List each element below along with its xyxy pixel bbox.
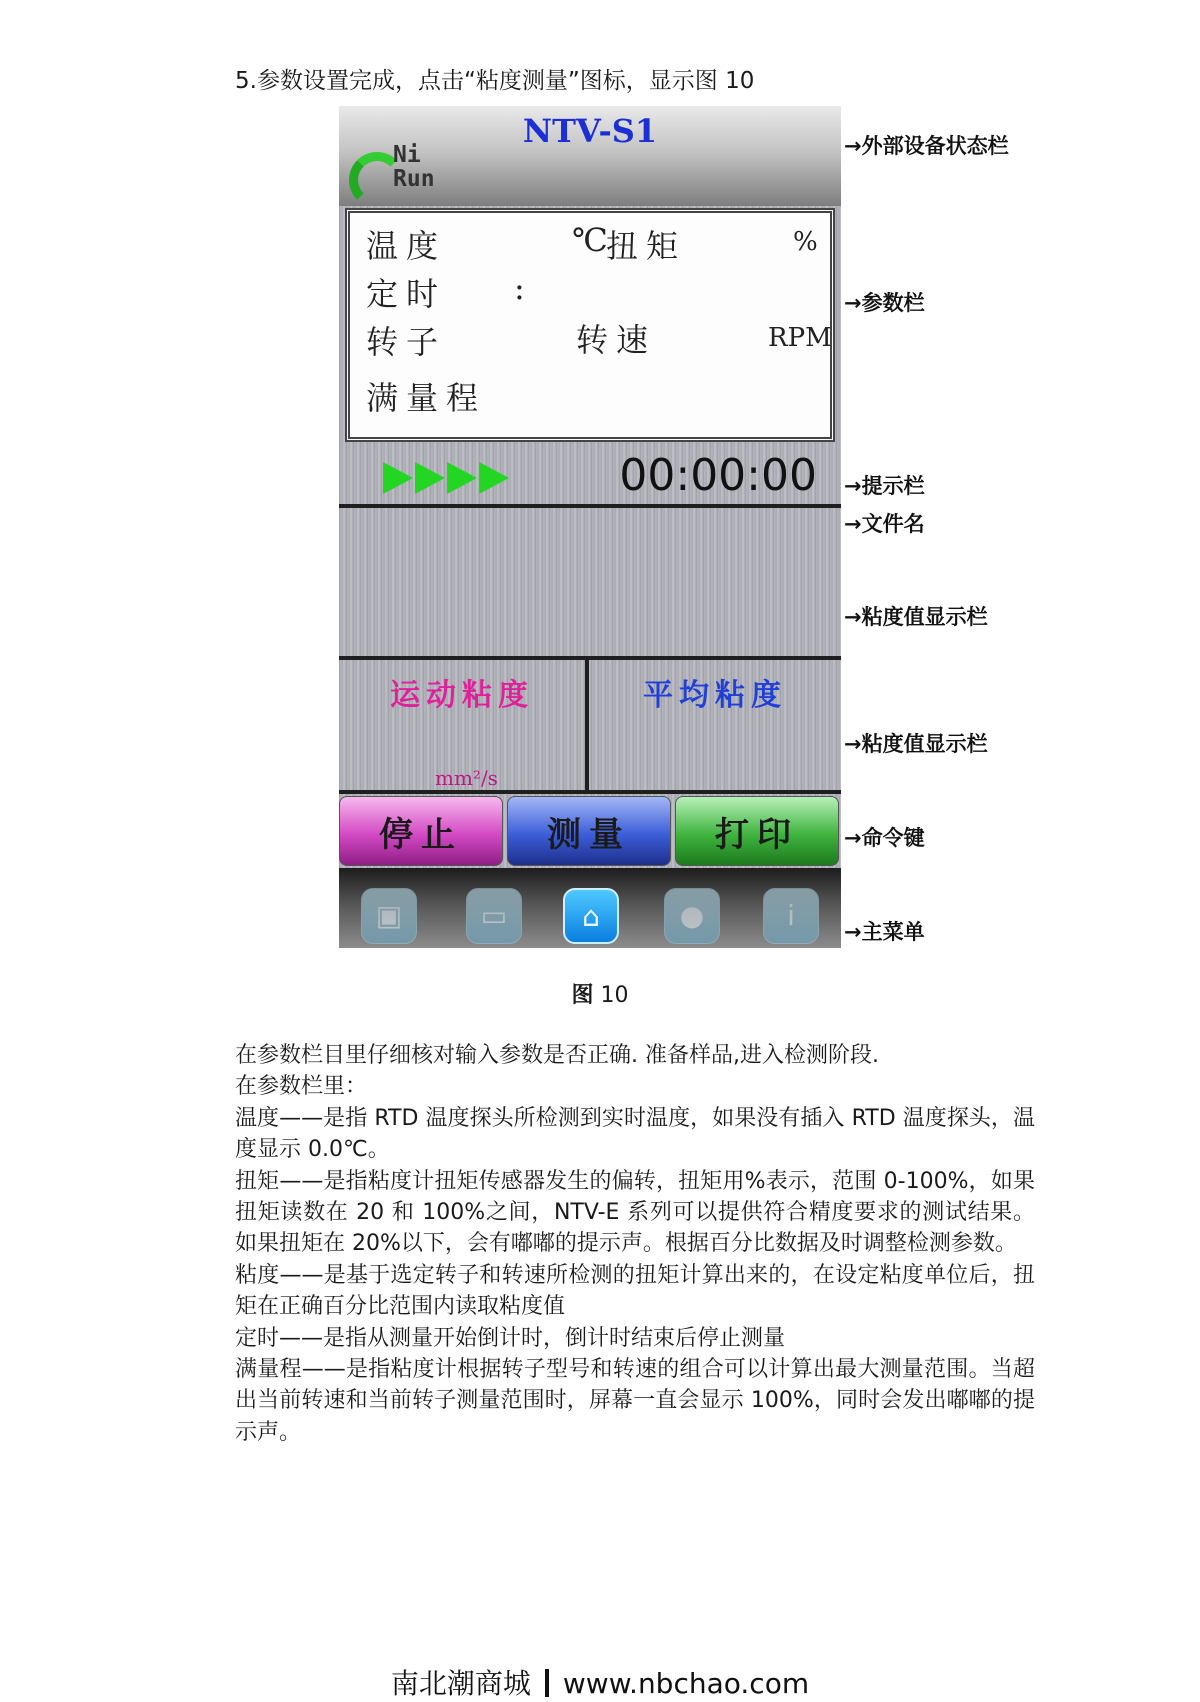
label-viscosity-display-2: →粘度值显示栏 bbox=[844, 732, 988, 756]
label-main-menu: →主菜单 bbox=[844, 920, 925, 944]
param-torque-unit: % bbox=[793, 227, 818, 257]
footer-site-name: 南北潮商城 bbox=[390, 1667, 531, 1700]
paragraph: 在参数栏目里仔细核对输入参数是否正确. 准备样品,进入检测阶段. bbox=[235, 1043, 879, 1068]
external-status-bar bbox=[339, 106, 841, 206]
menu-globe-icon[interactable]: ● bbox=[664, 888, 720, 944]
average-viscosity-cell bbox=[589, 660, 841, 794]
label-hint-bar: →提示栏 bbox=[844, 474, 925, 498]
footer-divider bbox=[545, 1669, 549, 1697]
kinematic-viscosity-title: 运动粘度 bbox=[390, 678, 534, 713]
menu-home-icon[interactable]: ⌂ bbox=[563, 888, 619, 944]
explanation-text bbox=[235, 1040, 1035, 1448]
param-speed-unit: RPM bbox=[768, 323, 832, 353]
measure-button[interactable]: 测量 bbox=[507, 796, 671, 866]
kinematic-viscosity-unit: mm²/s bbox=[435, 766, 498, 790]
stop-button[interactable]: 停止 bbox=[339, 796, 503, 866]
paragraph: 温度——是指 RTD 温度探头所检测到实时温度，如果没有插入 RTD 温度探头，温度显示 0.0℃。 bbox=[235, 1105, 1035, 1163]
print-button[interactable]: 打印 bbox=[675, 796, 839, 866]
intro-line: 5.参数设置完成，点击“粘度测量”图标，显示图 10 bbox=[235, 68, 755, 94]
file-name-and-viscosity-area bbox=[339, 508, 841, 660]
footer-url[interactable]: www.nbchao.com bbox=[562, 1667, 810, 1700]
average-viscosity-title: 平均粘度 bbox=[643, 678, 787, 713]
param-speed-label: 转速 bbox=[576, 321, 657, 359]
label-viscosity-display-1: →粘度值显示栏 bbox=[844, 605, 988, 629]
figure-caption-number: 10 bbox=[600, 983, 629, 1008]
model-title: NTV-S1 bbox=[522, 112, 658, 150]
param-torque-label: 扭矩 bbox=[606, 227, 687, 265]
param-temperature-unit: ℃ bbox=[572, 221, 608, 259]
param-timer-colon: : bbox=[514, 269, 525, 307]
param-timer-label: 定时 bbox=[366, 275, 447, 313]
paragraph: 粘度——是基于选定转子和转速所检测的扭矩计算出来的，在设定粘度单位后，扭矩在正确百分比范围内读取粘度值 bbox=[235, 1262, 1035, 1320]
paragraph: 定时——是指从测量开始倒计时，倒计时结束后停止测量 bbox=[235, 1325, 786, 1351]
param-rotor-label: 转子 bbox=[366, 323, 447, 361]
label-status-bar: →外部设备状态栏 bbox=[844, 134, 1009, 158]
paragraph: 扭矩——是指粘度计扭矩传感器发生的偏转，扭矩用%表示，范围 0-100%，如果扭矩读数在 20 和 100%之间，NTV-E 系列可以提供符合精度要求的测试结果。如果扭矩在 20%以下，会有嘟嘟的提示声。根据百分比数据及时调整检测参数。 bbox=[235, 1168, 1035, 1257]
menu-shirt-icon[interactable]: ▣ bbox=[361, 888, 417, 944]
param-temperature-label: 温度 bbox=[366, 227, 447, 265]
hint-bar bbox=[339, 446, 841, 508]
play-arrow-icon bbox=[479, 462, 509, 494]
param-fullscale-label: 满量程 bbox=[366, 379, 487, 417]
menu-info-icon[interactable]: i bbox=[763, 888, 819, 944]
logo-text-ni: Ni bbox=[393, 142, 421, 168]
device-screen bbox=[339, 106, 841, 948]
menu-monitor-icon[interactable]: ▭ bbox=[466, 888, 522, 944]
play-arrow-icon bbox=[383, 462, 413, 494]
paragraph: 在参数栏里： bbox=[235, 1074, 368, 1100]
figure-caption bbox=[0, 978, 1200, 1009]
label-file-name: →文件名 bbox=[844, 512, 925, 536]
footer bbox=[0, 1662, 1200, 1702]
paragraph: 满量程——是指粘度计根据转子型号和转速的组合可以计算出最大测量范围。当超出当前转速和当前转子测量范围时，屏幕一直会显示 100%，同时会发出嘟嘟的提示声。 bbox=[235, 1357, 1035, 1445]
logo-text-run: Run bbox=[393, 166, 435, 192]
label-command-keys: →命令键 bbox=[844, 826, 925, 850]
kinematic-viscosity-cell bbox=[339, 660, 589, 794]
figure-caption-prefix: 图 bbox=[571, 983, 594, 1008]
play-arrow-icon bbox=[447, 462, 477, 494]
main-menu-bar bbox=[339, 868, 841, 948]
play-arrow-icon bbox=[415, 462, 445, 494]
label-param-bar: →参数栏 bbox=[844, 291, 925, 315]
hint-timer: 00:00:00 bbox=[619, 450, 817, 501]
parameter-panel bbox=[345, 208, 835, 442]
